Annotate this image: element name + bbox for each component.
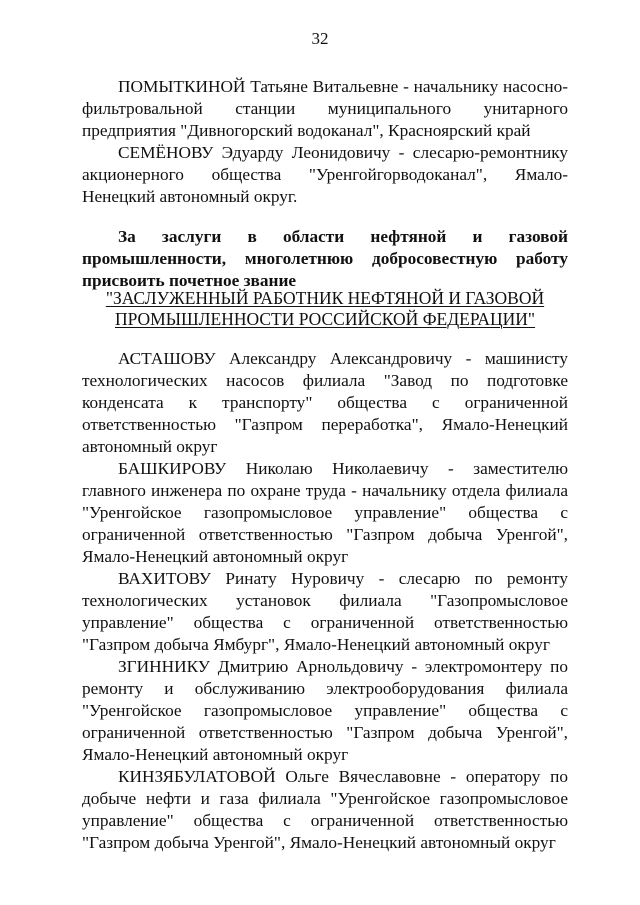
awardee-position: - начальнику насосно-фильтровальной станции муниципального унитарного предприятия "Дивногорский водоканал", Красноярский край [82, 77, 568, 140]
list-item [82, 458, 568, 568]
award-heading: За заслуги в области нефтяной и газовой промышленности, многолетнюю добросовестную работу присвоить почетное звание [82, 227, 568, 290]
list-item [82, 568, 568, 656]
list-item [82, 656, 568, 766]
entry-semenov [82, 142, 568, 208]
award-title-line-1: "ЗАСЛУЖЕННЫЙ РАБОТНИК НЕФТЯНОЙ И ГАЗОВОЙ [105, 288, 545, 308]
awardee-position: - машинисту технологических насосов филиала "Завод по подготовке конденсата к транспорту" общества с ограниченной ответственностью "Газпром переработка", Ямало-Ненецкий автономный округ [82, 349, 568, 456]
awardee-position: - электромонтеру по ремонту и обслуживанию электрооборудования филиала "Уренгойское газопромысловое управление" общества с ограниченной ответственностью "Газпром добыча Уренгой", Ямало-Ненецкий автономный округ [82, 657, 568, 764]
intro-entries [82, 76, 568, 208]
awardee-name: ПОМЫТКИНОЙ Татьяне Витальевне [118, 77, 399, 96]
list-item [82, 348, 568, 458]
awardee-position: - слесарю-ремонтнику акционерного общества "Уренгойгорводоканал", Ямало-Ненецкий автономный округ. [82, 143, 568, 206]
list-item [82, 766, 568, 854]
awardee-name: БАШКИРОВУ Николаю Николаевичу [118, 459, 429, 478]
awardee-name: АСТАШОВУ Александру Александровичу [118, 349, 453, 368]
award-title [82, 288, 568, 330]
entry-pomytkina [82, 76, 568, 142]
awardee-name: КИНЗЯБУЛАТОВОЙ Ольге Вячеславовне [118, 767, 441, 786]
awardee-name: СЕМЁНОВУ Эдуарду Леонидовичу [118, 143, 391, 162]
awardee-position: - оператору по добыче нефти и газа филиала "Уренгойское газопромысловое управление" общества с ограниченной ответственностью "Газпром добыча Уренгой", Ямало-Ненецкий автономный округ [82, 767, 568, 852]
awardee-name: ВАХИТОВУ Ринату Нуровичу [118, 569, 365, 588]
award-title-line-2: ПРОМЫШЛЕННОСТИ РОССИЙСКОЙ ФЕДЕРАЦИИ" [114, 309, 536, 329]
page-number: 32 [311, 29, 329, 48]
awardee-name: ЗГИННИКУ Дмитрию Арнольдовичу [118, 657, 404, 676]
awardee-position: - заместителю главного инженера по охране труда - начальнику отдела филиала "Уренгойское газопромысловое управление" общества с ограниченной ответственностью "Газпром добыча Уренгой", Ямало-Ненецкий автономный округ [82, 459, 568, 566]
awardee-list [82, 348, 568, 854]
awardee-position: - слесарю по ремонту технологических установок филиала "Газопромысловое управление" общества с ограниченной ответственностью "Газпром добыча Ямбург", Ямало-Ненецкий автономный округ [82, 569, 569, 654]
